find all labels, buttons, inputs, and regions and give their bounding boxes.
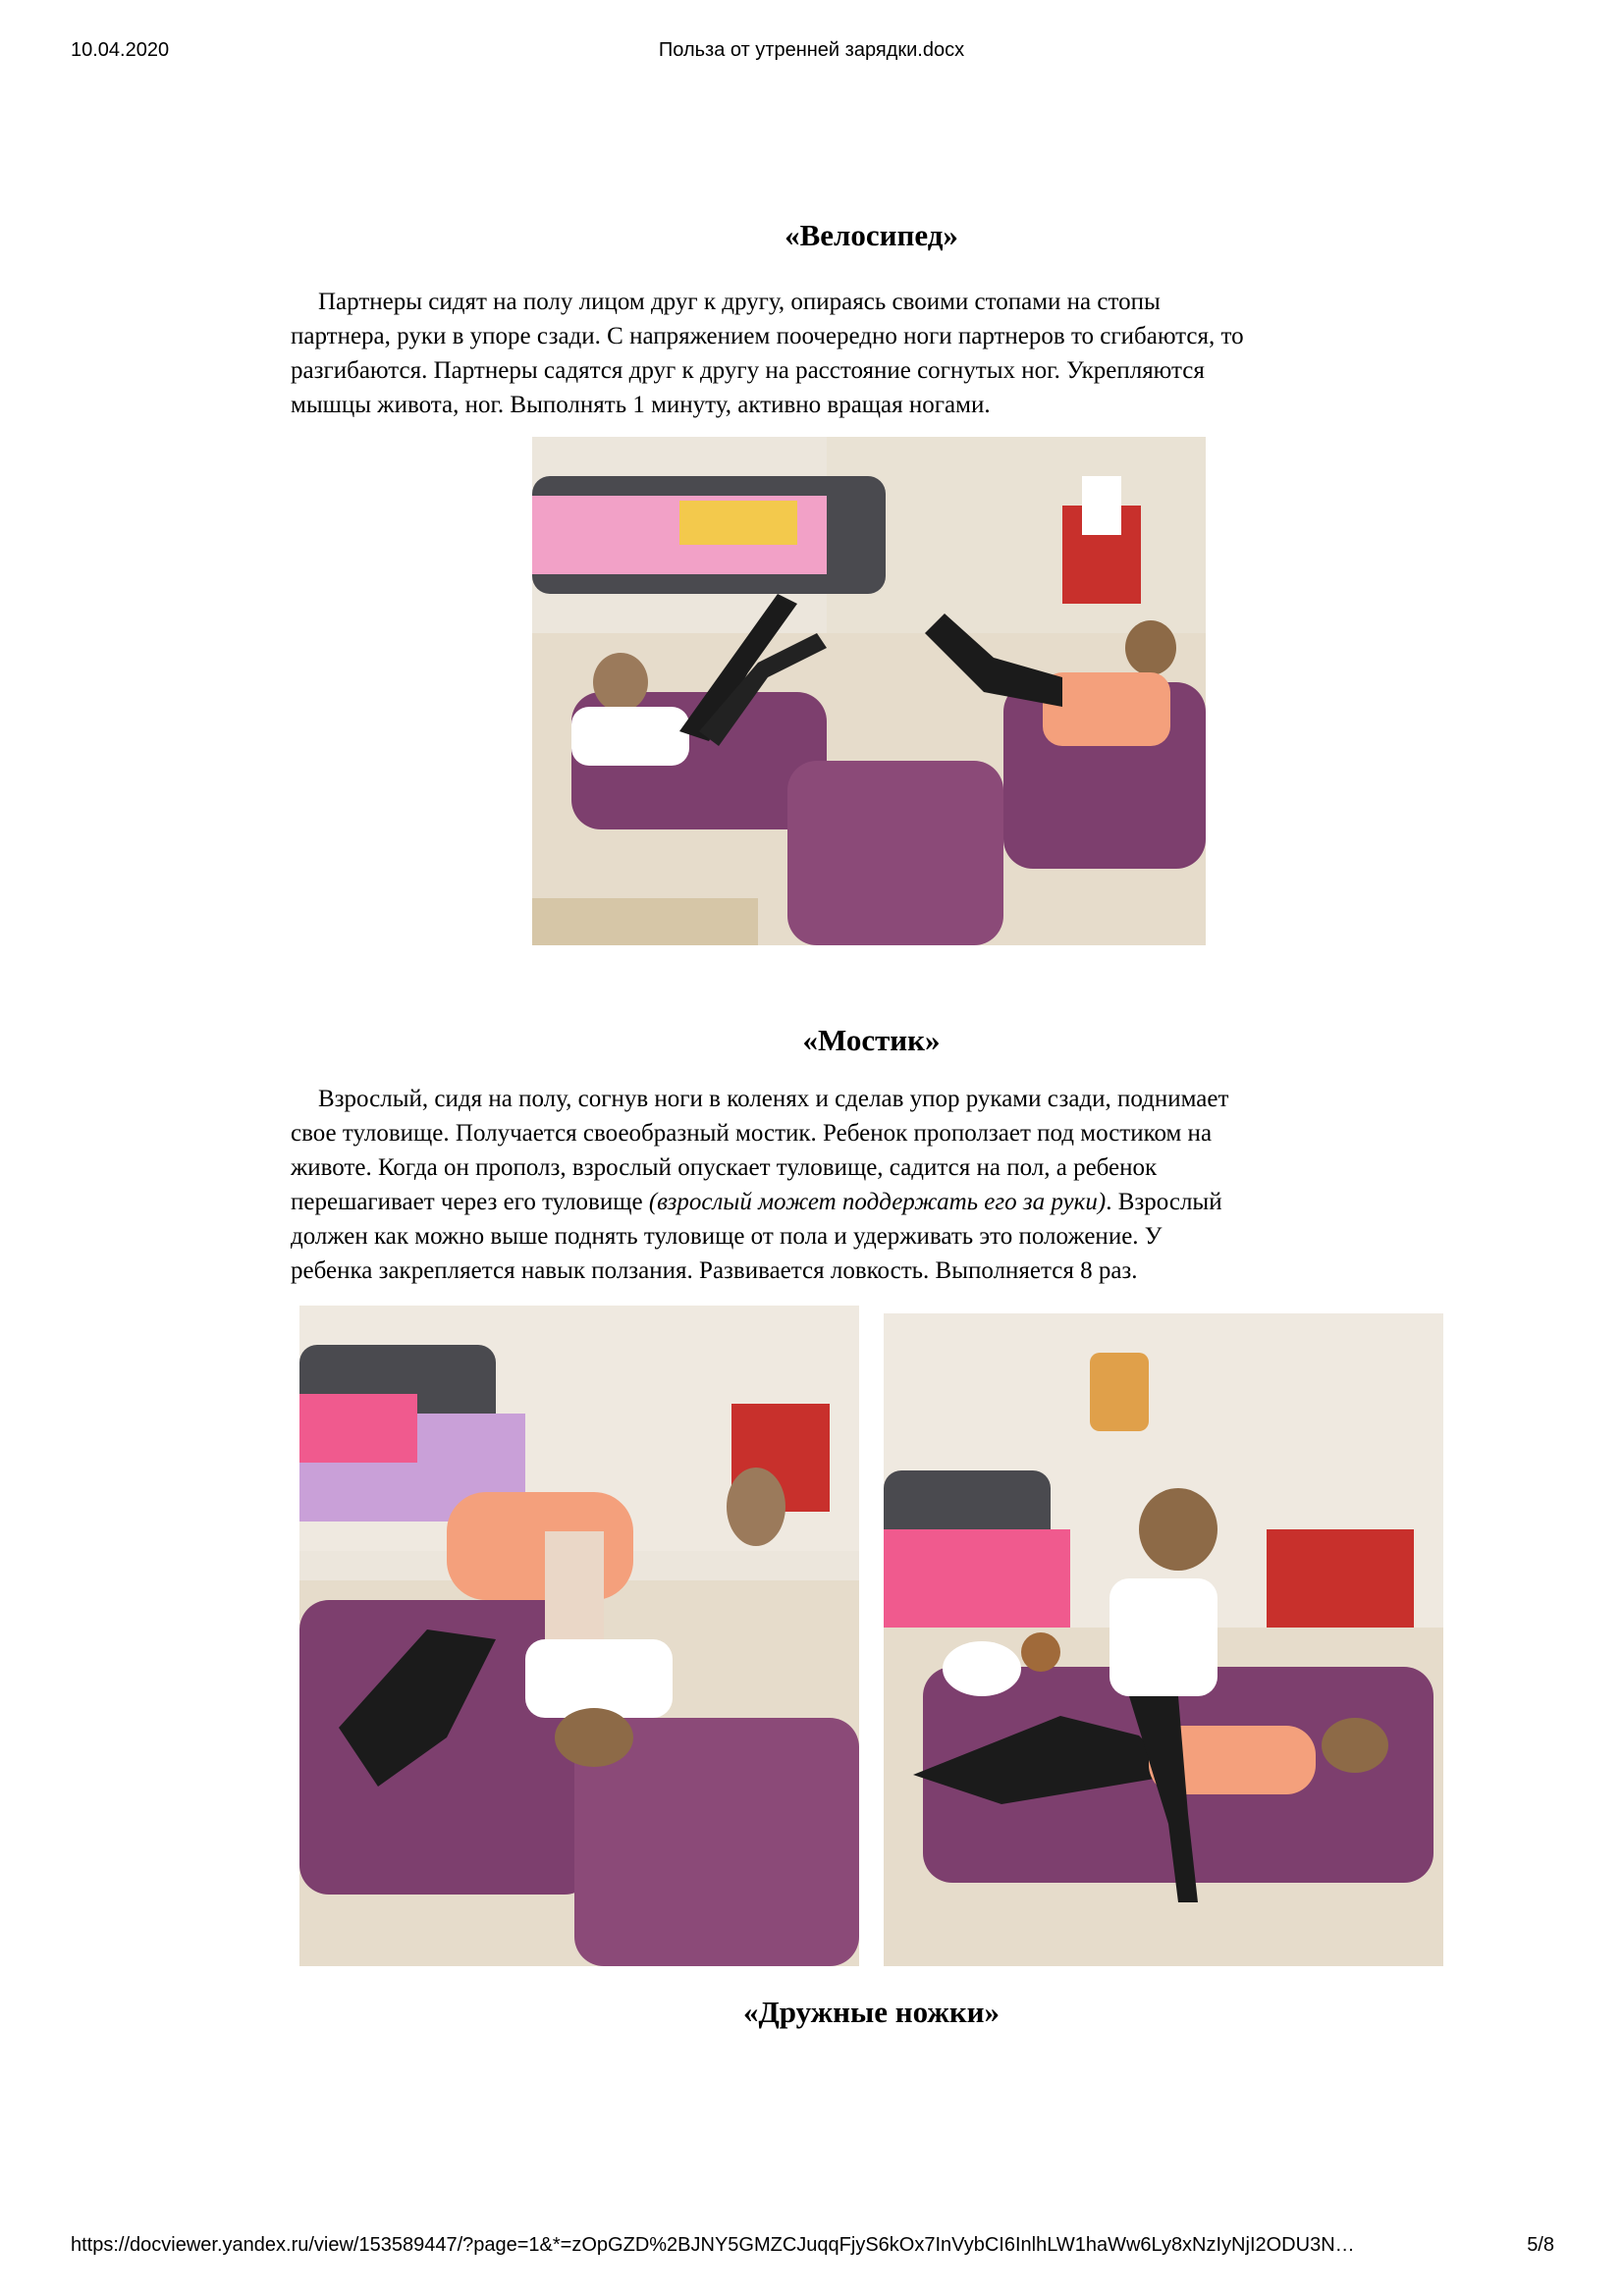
photo-step-over [884,1313,1443,1966]
photo-bridge-crawl [299,1306,859,1966]
paragraph-line: Партнеры сидят на полу лицом друг к другу, опираясь своими стопами на стопы [318,289,1161,315]
paragraph-line: мышцы живота, ног. Выполнять 1 минуту, активно вращая ногами. [291,392,991,418]
paragraph-line: Взрослый, сидя на полу, согнув ноги в коленях и сделав упор руками сзади, поднимает [318,1086,1229,1112]
document-title: Польза от утренней зарядки.docx [658,39,965,61]
paragraph-text: перешагивает через его туловище [291,1189,649,1215]
paragraph-line: животе. Когда он прополз, взрослый опускает туловище, садится на пол, а ребенок [291,1154,1158,1181]
paragraph-line: свое туловище. Получается своеобразный мостик. Ребенок проползает под мостиком на [291,1120,1213,1147]
heading-mostik: «Мостик» [802,1023,941,1057]
heading-velosiped: «Велосипед» [784,218,958,252]
paragraph-line: партнера, руки в упоре сзади. С напряжением поочередно ноги партнеров то сгибаются, то [291,323,1244,349]
paragraph-line: должен как можно выше поднять туловище от пола и удерживать это положение. У [291,1223,1163,1250]
paragraph-text: . Взрослый [1106,1189,1222,1215]
paragraph-line [291,1185,1430,1219]
photo-bicycle-exercise [532,437,1206,945]
heading-druzhnye-nozhki: «Дружные ножки» [742,1995,1001,2029]
italic-note: (взрослый может поддержать его за руки) [648,1189,1107,1215]
footer-url: https://docviewer.yandex.ru/view/153589447/?page=1&*=zOpGZD%2BJNY5GMZCJuqqFjyS6kOx7InVybCI6InlhLW1haWw6Ly8xNzIyNjI2ODU3N… [71,2234,1355,2256]
page-number: 5/8 [1527,2234,1554,2256]
paragraph-mostik [291,1082,1430,1288]
paragraph-line: ребенка закрепляется навык ползания. Развивается ловкость. Выполняется 8 раз. [291,1257,1138,1284]
print-date: 10.04.2020 [71,39,170,61]
paragraph-velosiped [291,285,1430,422]
paragraph-line: разгибаются. Партнеры садятся друг к другу на расстояние согнутых ног. Укрепляются [291,357,1205,384]
